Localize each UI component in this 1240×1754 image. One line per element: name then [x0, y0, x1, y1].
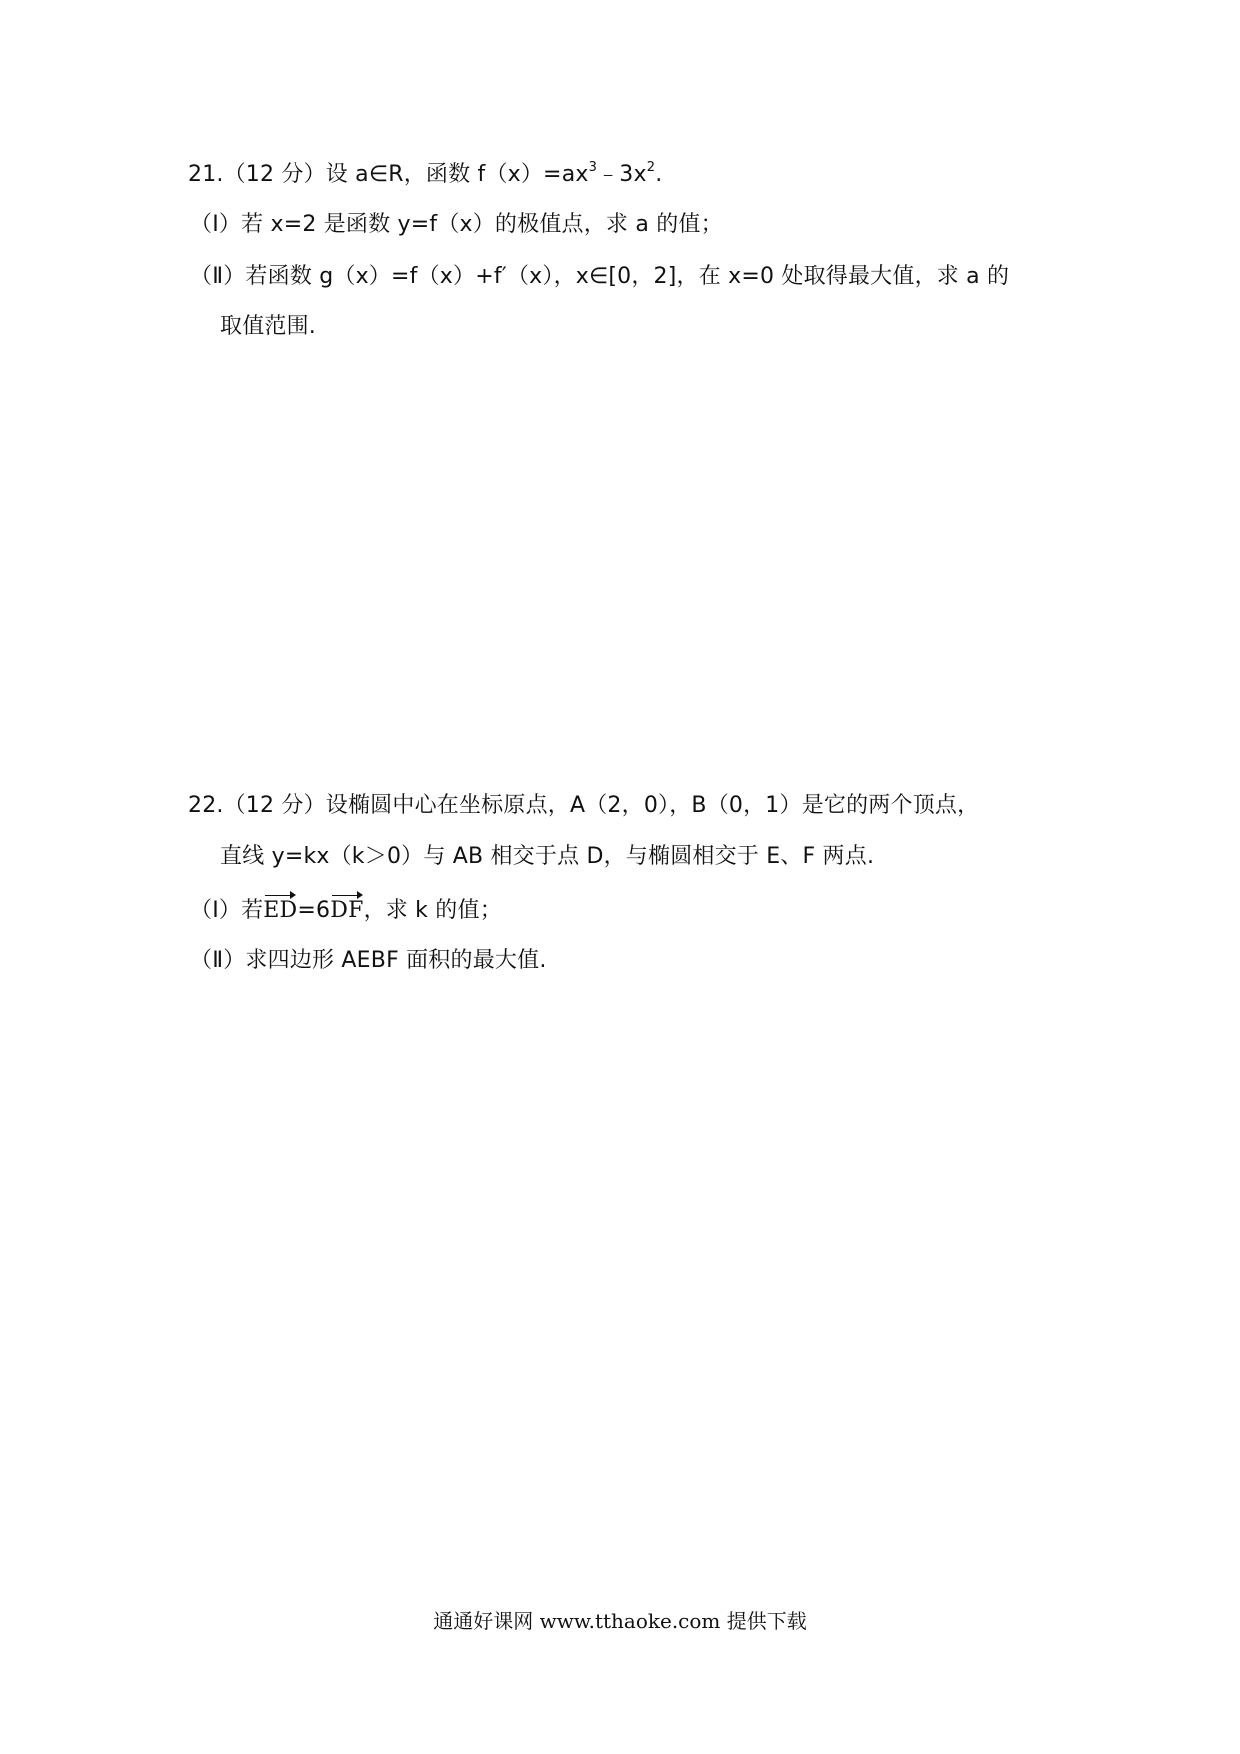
q22-part1-prefix: （Ⅰ）若	[190, 898, 264, 923]
vector-df: DF	[330, 894, 363, 926]
q22-stem-line1: 22.（12 分）设椭圆中心在坐标原点，A（2，0），B（0，1）是它的两个顶点，	[188, 793, 980, 818]
q21-part1: （Ⅰ）若 x=2 是函数 y=f（x）的极值点，求 a 的值；	[190, 212, 723, 237]
q22-stem-line2: 直线 y=kx（k＞0）与 AB 相交于点 D，与椭圆相交于 E、F 两点.	[220, 844, 875, 869]
q21-stem-mid: ﹣3x	[597, 162, 647, 187]
q21-stem	[188, 160, 662, 190]
vector-ed: ED	[263, 894, 297, 926]
q22-part1-suffix: ，求 k 的值；	[363, 898, 502, 923]
q21-part2-line1: （Ⅱ）若函数 g（x）=f（x）+f′（x），x∈[0，2]，在 x=0 处取得最大值，求 a 的	[190, 264, 1010, 289]
q21-part2-line2: 取值范围.	[220, 314, 316, 339]
q22-part1	[190, 894, 502, 926]
q21-stem-suffix: .	[655, 162, 663, 187]
page-footer: 通通好课网 www.tthaoke.com 提供下载	[433, 1609, 807, 1633]
q22-part2: （Ⅱ）求四边形 AEBF 面积的最大值.	[190, 948, 547, 973]
q21-stem-prefix: 21.（12 分）设 a∈R，函数 f（x）=ax	[188, 162, 589, 187]
q21-exponent-2: 2	[646, 159, 656, 175]
q21-exponent-3: 3	[588, 159, 598, 175]
q22-part1-eq: =6	[297, 898, 331, 923]
